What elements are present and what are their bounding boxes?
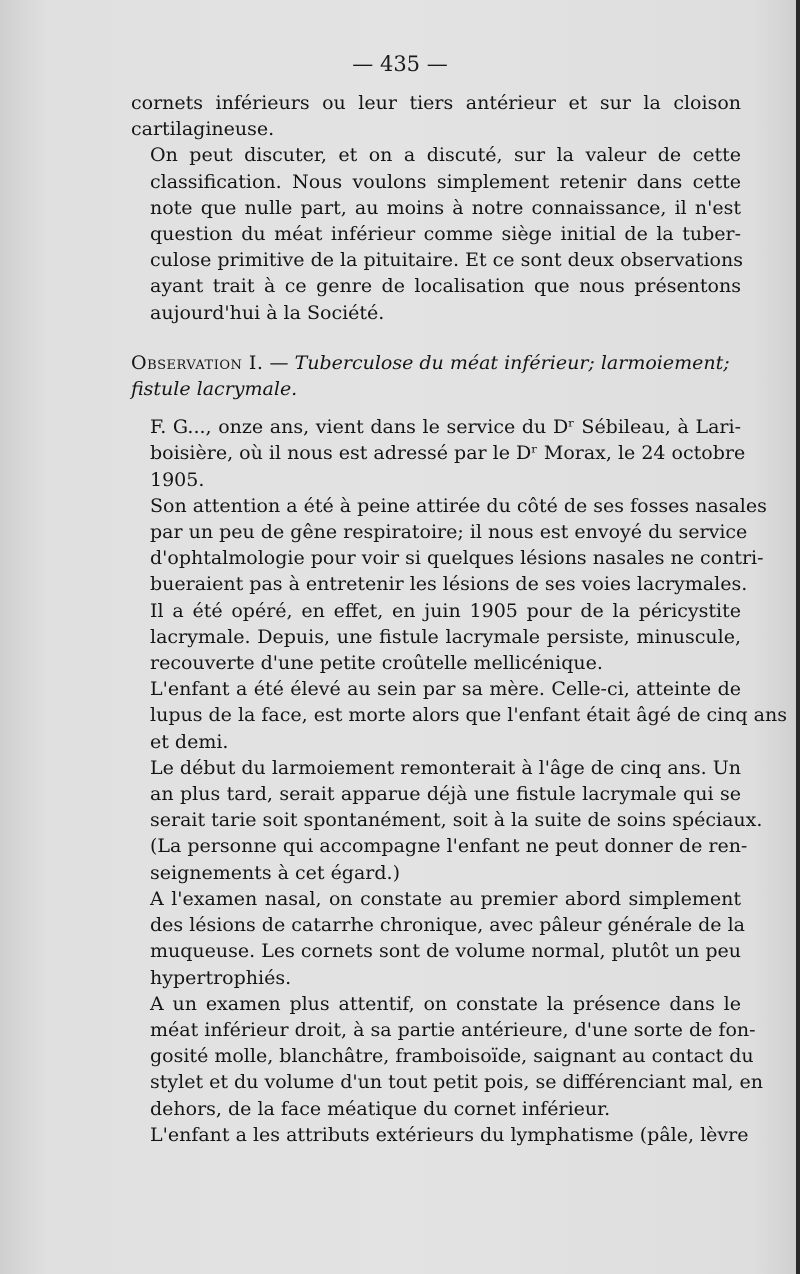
text-line: gosité molle, blanchâtre, framboisoïde, saignant au contact du [150, 1045, 754, 1068]
text-line: hypertrophiés. [150, 966, 292, 989]
case-paragraph-attributes [131, 1122, 749, 1148]
text-line: des lésions de catarrhe chronique, avec pâleur générale de la [150, 914, 745, 937]
text-line: Son attention a été à peine attirée du côté de ses fosses nasales [150, 494, 767, 517]
text-line: question du méat inférieur comme siège initial de la tuber- [150, 223, 741, 246]
text-line: L'enfant a les attributs extérieurs du lymphatisme (pâle, lèvre [150, 1123, 749, 1146]
text-line: A l'examen nasal, on constate au premier abord simplement [150, 887, 741, 910]
text-line: classification. Nous voulons simplement retenir dans cette [150, 170, 741, 193]
text-line: note que nulle part, au moins à notre connaissance, il n'est [150, 196, 741, 219]
observation-heading [131, 350, 741, 402]
case-paragraph-patient [131, 414, 746, 493]
observation-label: Observation I. [131, 351, 264, 374]
case-paragraph-attention [131, 493, 767, 598]
text-line: d'ophtalmologie pour voir si quelques lésions nasales ne contri- [150, 547, 764, 570]
text-line: lupus de la face, est morte alors que l'enfant était âgé de cinq ans [150, 704, 787, 727]
text-line: cornets inférieurs ou leur tiers antérieur et sur la cloison [131, 92, 741, 114]
text-line: On peut discuter, et on a discuté, sur la valeur de cette [150, 144, 741, 167]
body-text [131, 90, 787, 1148]
text-line: Il a été opéré, en effet, en juin 1905 pour de la péricystite [150, 599, 741, 622]
text-line: (La personne qui accompagne l'enfant ne peut donner de ren- [150, 835, 748, 858]
text-line: L'enfant a été élevé au sein par sa mère. Celle-ci, atteinte de [150, 678, 741, 701]
text-line: an plus tard, serait apparue déjà une fistule lacrymale qui se [150, 783, 741, 806]
case-paragraph-onset [131, 755, 763, 886]
text-line: stylet et du volume d'un tout petit pois, se différenciant mal, en [150, 1071, 763, 1094]
text-line: par un peu de gêne respiratoire; il nous est envoyé du service [150, 521, 748, 544]
text-line: aujourd'hui à la Société. [150, 301, 385, 324]
text-line: lacrymale. Depuis, une fistule lacrymale persiste, minuscule, [150, 625, 741, 648]
text-line: F. G..., onze ans, vient dans le service du Dʳ Sébileau, à Lari- [150, 416, 741, 439]
page-number: — 435 — [352, 52, 448, 76]
text-line: boisière, où il nous est adressé par le Dʳ Morax, le 24 octobre [150, 442, 746, 465]
case-paragraph-detailed-exam [131, 991, 763, 1122]
paragraph-classification [131, 142, 741, 325]
text-line: ayant trait à ce genre de localisation que nous présentons [150, 275, 741, 298]
text-line: bueraient pas à entretenir les lésions de ses voies lacrymales. [150, 573, 748, 596]
text-line: serait tarie soit spontanément, soit à la suite de soins spéciaux. [150, 809, 763, 832]
text-line: culose primitive de la pituitaire. Et ce sont deux observations [150, 249, 743, 272]
page-edge-shadow [796, 0, 800, 1274]
paragraph-intro-continuation [131, 90, 741, 142]
text-line: A un examen plus attentif, on constate la présence dans le [150, 992, 741, 1015]
text-line: seignements à cet égard.) [150, 861, 400, 884]
case-paragraph-operation [131, 598, 741, 677]
case-paragraph-history [131, 676, 787, 755]
case-paragraph-exam [131, 886, 745, 991]
text-line: recouverte d'une petite croûtelle mellicénique. [150, 652, 603, 675]
text-line: muqueuse. Les cornets sont de volume normal, plutôt un peu [150, 940, 741, 963]
text-line: méat inférieur droit, à sa partie antérieure, d'une sorte de fon- [150, 1018, 756, 1041]
text-line: dehors, de la face méatique du cornet inférieur. [150, 1097, 611, 1120]
observation-title-line1: Tuberculose du méat inférieur; larmoiement; [294, 351, 730, 374]
observation-title-line2: fistule lacrymale. [131, 378, 298, 401]
text-line: et demi. [150, 730, 229, 753]
text-line: Le début du larmoiement remonterait à l'âge de cinq ans. Un [150, 756, 742, 779]
text-line: 1905. [150, 468, 205, 491]
observation-dash: — [263, 351, 295, 374]
text-line: cartilagineuse. [131, 118, 275, 141]
